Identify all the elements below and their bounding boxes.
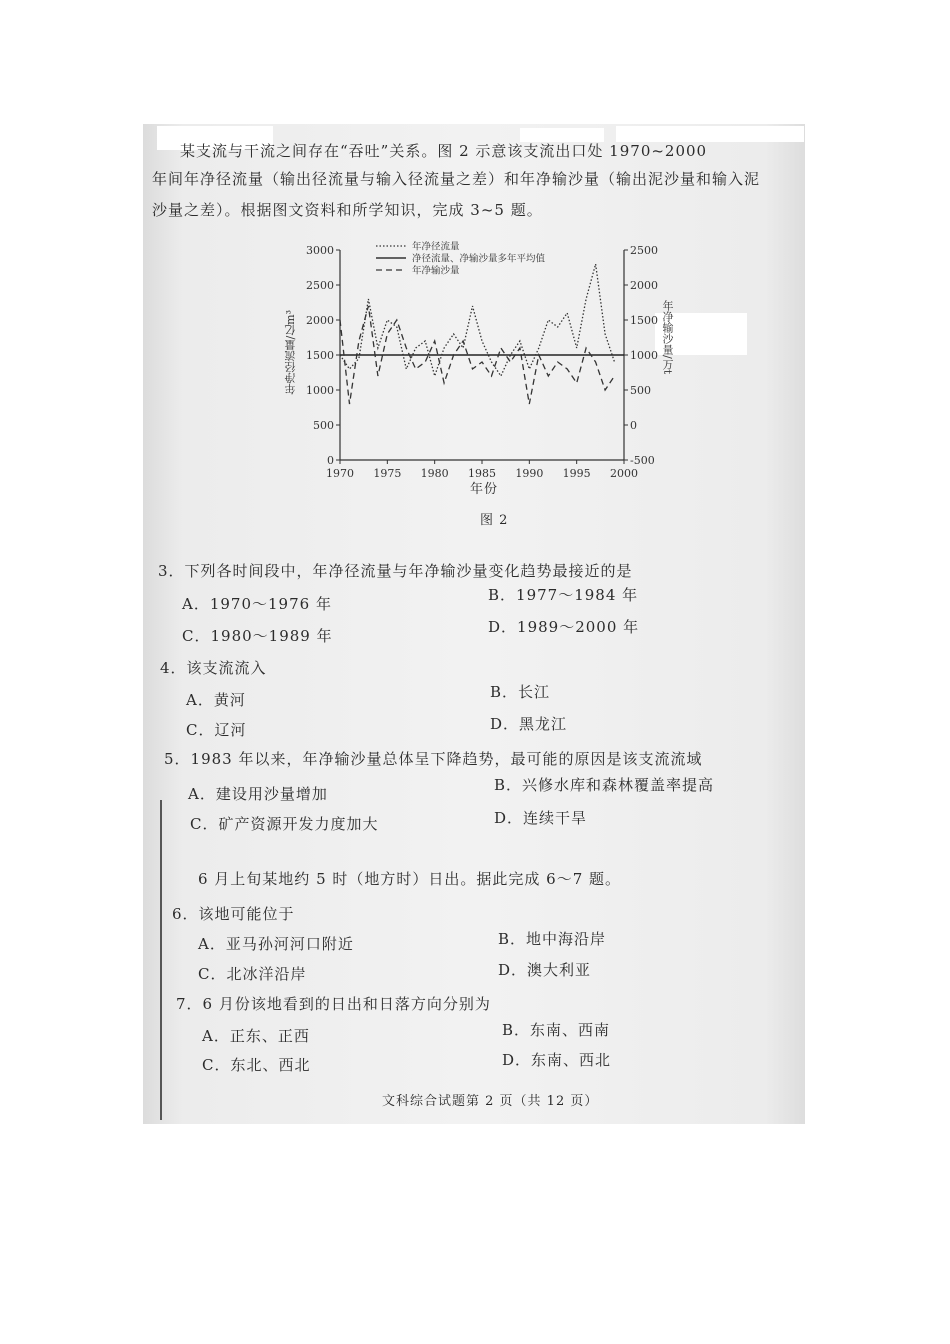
x-tick-label: 1990	[515, 467, 544, 480]
question-6-option-c: C．北冰洋沿岸	[198, 965, 307, 983]
figure-caption: 图 2	[480, 513, 509, 528]
legend-label: 年净径流量	[412, 241, 460, 253]
question-6-option-b: B．地中海沿岸	[498, 930, 607, 948]
y-right-tick-label: 500	[630, 384, 651, 397]
question-5-option-a: A．建设用沙量增加	[188, 785, 328, 803]
question-3-option-a: A．1970～1976 年	[182, 595, 332, 613]
question-3-option-b: B．1977～1984 年	[488, 586, 639, 604]
question-4-option-a: A．黄河	[186, 691, 246, 709]
question-4-stem: 4．该支流流入	[160, 659, 267, 677]
y-right-tick-label: 2500	[630, 244, 658, 257]
y-right-tick-label: 1500	[630, 314, 658, 327]
question-4-option-d: D．黑龙江	[490, 715, 568, 733]
x-tick-label: 1995	[562, 467, 591, 480]
y-left-tick-label: 3000	[306, 244, 334, 257]
x-axis-label: 年份	[470, 482, 499, 497]
question-5-option-b: B．兴修水库和森林覆盖率提高	[494, 776, 715, 794]
question-6-option-d: D．澳大利亚	[498, 961, 592, 979]
y-left-tick-label: 2500	[306, 279, 334, 292]
question-7-option-b: B．东南、西南	[502, 1021, 611, 1039]
y-left-tick-label: 500	[313, 419, 334, 432]
intro-line-3: 沙量之差）。根据图文资料和所学知识，完成 3~5 题。	[152, 201, 543, 219]
question-7-option-a: A．正东、正西	[202, 1027, 310, 1045]
x-tick-label: 1985	[468, 467, 496, 480]
question-4-option-b: B．长江	[490, 683, 551, 701]
y-left-tick-label: 1500	[306, 349, 334, 362]
question-6-option-a: A．亚马孙河河口附近	[198, 935, 354, 953]
page-edge-line	[160, 800, 162, 1120]
x-tick-label: 1970	[326, 467, 354, 480]
page-footer: 文科综合试题第 2 页（共 12 页）	[382, 1094, 599, 1109]
intro-line-1: 某支流与干流之间存在“吞吐”关系。图 2 示意该支流出口处 1970~2000	[180, 142, 708, 160]
question-5-option-c: C．矿产资源开发力度加大	[190, 815, 379, 833]
x-tick-label: 1980	[420, 467, 449, 480]
y-left-tick-label: 0	[327, 454, 334, 467]
y-axis-right-label: 年净输沙量/万t	[661, 300, 674, 375]
question-3-option-d: D．1989～2000 年	[488, 618, 640, 636]
y-left-tick-label: 1000	[306, 384, 334, 397]
legend-label: 年净输沙量	[412, 265, 460, 277]
question-3-option-c: C．1980～1989 年	[182, 627, 333, 645]
intro-line-2: 年间年净径流量（输出径流量与输入径流量之差）和年净输沙量（输出泥沙量和输入泥	[152, 170, 761, 188]
question-7-stem: 7．6 月份该地看到的日出和日落方向分别为	[176, 995, 491, 1013]
y-axis-left-label: 年净径流量/亿m³	[284, 310, 297, 395]
question-5-option-d: D．连续干旱	[494, 809, 588, 827]
x-tick-label: 2000	[610, 467, 638, 480]
question-7-option-c: C．东北、西北	[202, 1056, 311, 1074]
question-5-stem: 5．1983 年以来，年净输沙量总体呈下降趋势，最可能的原因是该支流流域	[164, 750, 703, 768]
question-6-stem: 6．该地可能位于	[172, 905, 295, 923]
legend-label: 净径流量、净输沙量多年平均值	[412, 253, 546, 265]
x-tick-label: 1975	[373, 467, 402, 480]
y-right-tick-label: 1000	[630, 349, 658, 362]
y-left-tick-label: 2000	[306, 314, 334, 327]
figure-2-chart	[280, 230, 670, 510]
question-4-option-c: C．辽河	[186, 721, 247, 739]
y-right-tick-label: -500	[630, 454, 655, 467]
question-7-option-d: D．东南、西北	[502, 1051, 612, 1069]
intro-6-7: 6 月上旬某地约 5 时（地方时）日出。据此完成 6～7 题。	[198, 870, 622, 888]
y-right-tick-label: 0	[630, 419, 637, 432]
y-right-tick-label: 2000	[630, 279, 658, 292]
question-3-stem: 3．下列各时间段中，年净径流量与年净输沙量变化趋势最接近的是	[158, 562, 633, 580]
